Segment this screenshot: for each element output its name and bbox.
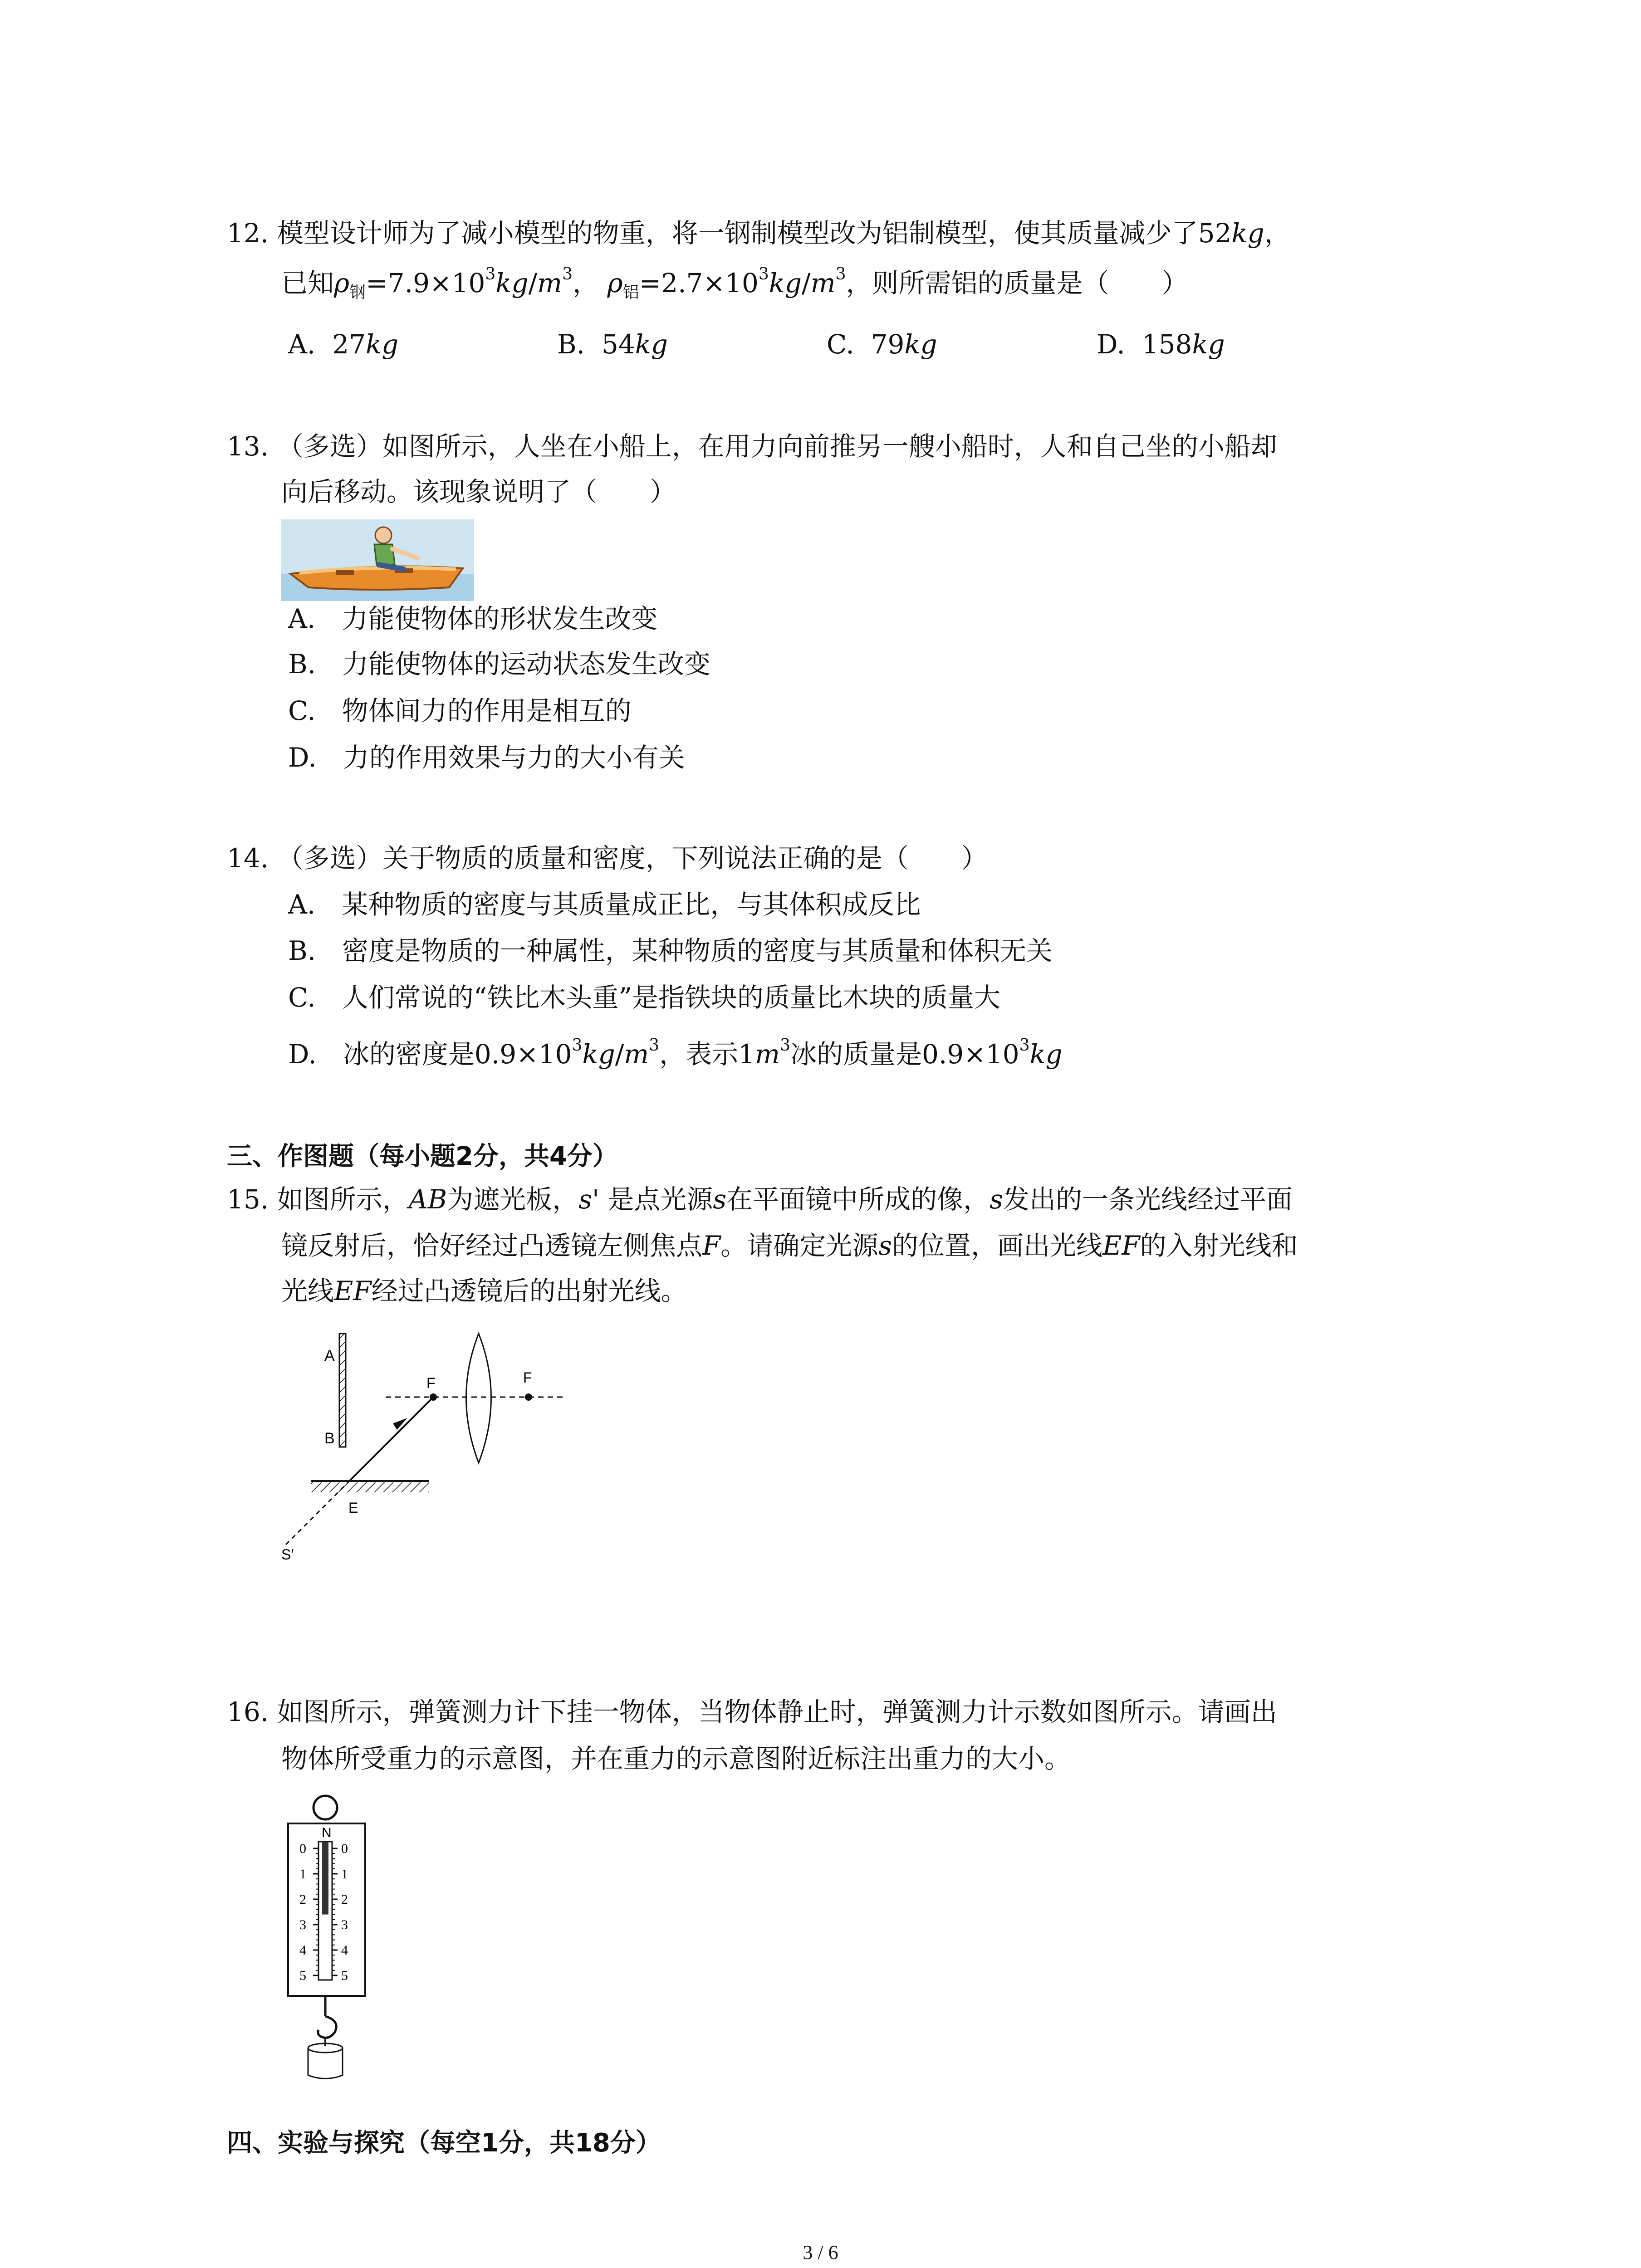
q13-option-a: A. 力能使物体的形状发生改变 — [288, 603, 658, 634]
q15-stem-line2: 镜反射后，恰好经过凸透镜左侧焦点F。请确定光源s的位置，画出光线EF的入射光线和 — [281, 1230, 1298, 1261]
q12-option-a: A. 27kg — [288, 329, 399, 360]
q12-stem-line1: 12. 模型设计师为了减小模型的物重，将一钢制模型改为铝制模型，使其质量减少了52kg， — [227, 218, 1291, 249]
tick-label-right: 4 — [341, 1943, 348, 1958]
q13-option-d: D. 力的作用效果与力的大小有关 — [288, 742, 685, 773]
tick-label-left: 2 — [299, 1892, 306, 1907]
tick-label-left: 1 — [299, 1867, 306, 1882]
section-4-heading: 四、实验与探究（每空1分，共18分） — [227, 2128, 661, 2158]
ray-ef — [349, 1397, 433, 1481]
q13-option-c: C. 物体间力的作用是相互的 — [288, 695, 632, 726]
page-number: 3 / 6 — [803, 2241, 838, 2263]
q12-stem-line2: 已知$\rho_钢=7.9\times 10^3kg/m^3$， $\rho_铝=2.7\times 10^3kg/m^3$，则所需铝的质量是（ ） — [281, 265, 1188, 302]
q13-stem-line1: 13. （多选）如图所示，人坐在小船上，在用力向前推另一艘小船时，人和自己坐的小船却 — [227, 431, 1277, 462]
q16-stem-line2: 物体所受重力的示意图，并在重力的示意图附近标注出重力的大小。 — [281, 1743, 1071, 1774]
q12-option-b: B. 54kg — [557, 329, 668, 360]
tick-label-right: 1 — [341, 1867, 348, 1882]
top-ring — [314, 1796, 337, 1819]
scale-pointer — [322, 1842, 328, 1915]
convex-lens — [466, 1334, 491, 1463]
label-a: A — [324, 1347, 335, 1364]
tick-label-right: 5 — [341, 1968, 348, 1983]
focus-right — [525, 1393, 532, 1401]
boat-illustration — [281, 519, 474, 601]
label-f-right: F — [523, 1369, 532, 1386]
tick-label-left: 4 — [299, 1943, 306, 1958]
tick-label-right: 0 — [341, 1841, 348, 1856]
q12-option-d: D. 158kg — [1097, 329, 1225, 360]
hook-icon — [318, 2016, 336, 2038]
q14-option-d: D. 冰的密度是$0.9\times 10^3kg/m^3$，表示$1m^3$冰的质量是$0.9\times 10^3kg$ — [288, 1036, 1063, 1070]
label-s-prime: S′ — [281, 1546, 294, 1563]
q12-option-c: C. 79kg — [827, 329, 937, 360]
tick-label-left: 3 — [299, 1917, 306, 1932]
tick-label-left: 5 — [299, 1968, 306, 1983]
tick-label-left: 0 — [299, 1841, 306, 1856]
q15-stem-line3: 光线EF经过凸透镜后的出射光线。 — [281, 1276, 687, 1306]
unit-label: N — [322, 1825, 332, 1840]
spring-scale-diagram — [281, 1792, 381, 2087]
label-e: E — [348, 1500, 358, 1516]
q13-option-b: B. 力能使物体的运动状态发生改变 — [288, 649, 711, 679]
q14-option-c: C. 人们常说的“铁比木头重”是指铁块的质量比木块的质量大 — [288, 982, 1001, 1013]
label-b: B — [324, 1430, 335, 1447]
tick-label-right: 3 — [341, 1917, 348, 1932]
q14-stem: 14. （多选）关于物质的质量和密度，下列说法正确的是（ ） — [227, 843, 988, 874]
q14-option-b: B. 密度是物质的一种属性，某种物质的密度与其质量和体积无关 — [288, 935, 1053, 966]
q15-stem-line1: 15. 如图所示，AB为遮光板，s' 是点光源s在平面镜中所成的像，s发出的一条光线经过平面 — [227, 1184, 1293, 1215]
section-3-heading: 三、作图题（每小题2分，共4分） — [227, 1142, 618, 1171]
label-f-left: F — [426, 1375, 436, 1391]
shield-board — [339, 1334, 346, 1447]
q13-stem-line2: 向后移动。该现象说明了（ ） — [281, 476, 676, 507]
q14-option-a: A. 某种物质的密度与其质量成正比，与其体积成反比 — [288, 889, 921, 920]
optics-diagram — [272, 1325, 581, 1569]
tick-label-right: 2 — [341, 1892, 348, 1907]
q16-stem-line1: 16. 如图所示，弹簧测力计下挂一物体，当物体静止时，弹簧测力计示数如图所示。请画出 — [227, 1696, 1277, 1727]
